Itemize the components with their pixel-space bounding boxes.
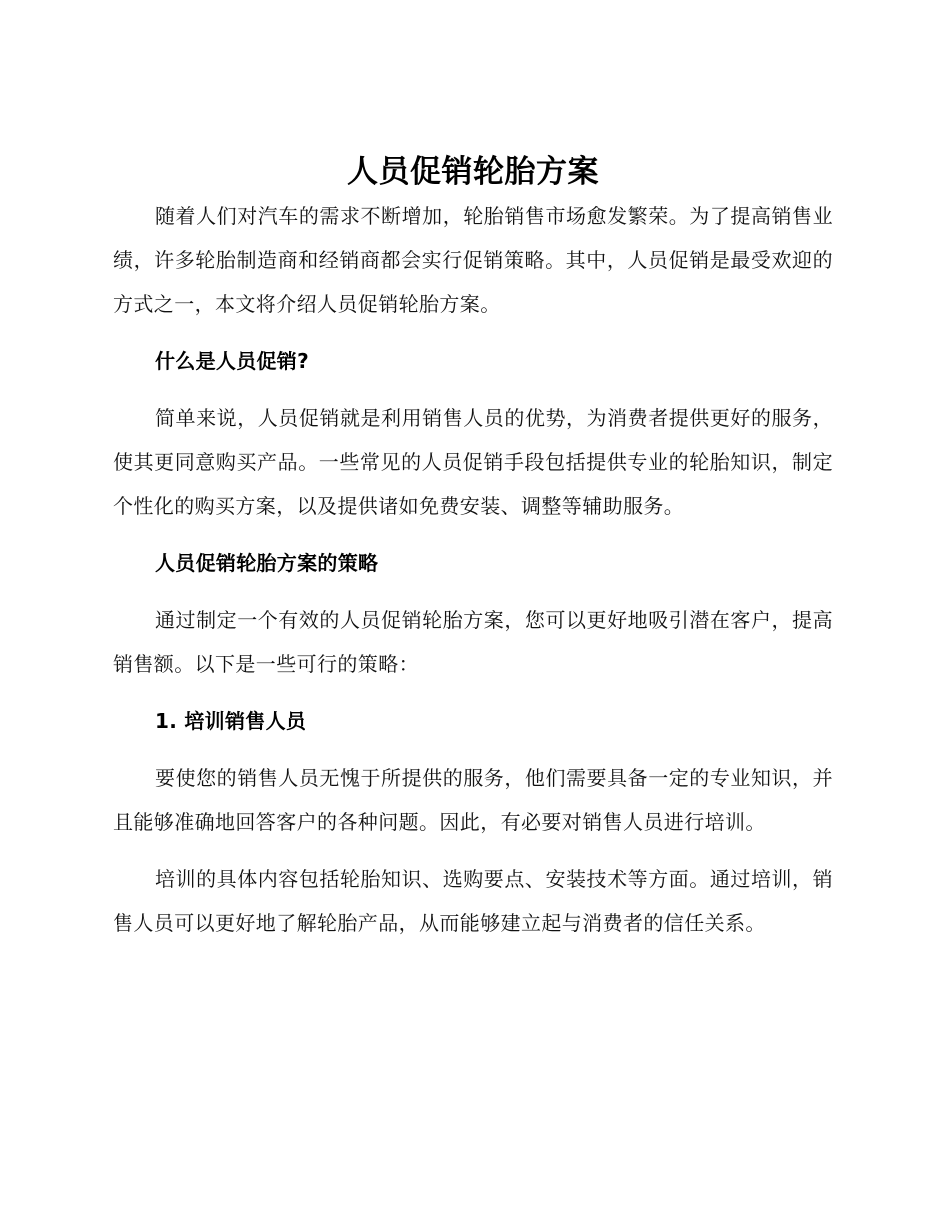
section-paragraph-definition: 简单来说，人员促销就是利用销售人员的优势，为消费者提供更好的服务，使其更同意购买产品。一些常见的人员促销手段包括提供专业的轮胎知识，制定个性化的购买方案，以及提供诸如免费安装、调整等辅助服务。: [113, 406, 833, 518]
document-body: [113, 150, 833, 945]
section-paragraph-training-content: 培训的具体内容包括轮胎知识、选购要点、安装技术等方面。通过培训，销售人员可以更好地了解轮胎产品，从而能够建立起与消费者的信任关系。: [113, 867, 833, 935]
section-heading-train-sales-staff: 1. 培训销售人员: [155, 709, 307, 733]
section-heading-strategies: 人员促销轮胎方案的策略: [155, 551, 379, 575]
section-paragraph-strategies: 通过制定一个有效的人员促销轮胎方案，您可以更好地吸引潜在客户，提高销售额。以下是一些可行的策略：: [113, 608, 833, 676]
document-title: 人员促销轮胎方案: [347, 154, 599, 190]
section-heading-what-is-personal-promotion: 什么是人员促销?: [155, 349, 310, 373]
section-paragraph-training-need: 要使您的销售人员无愧于所提供的服务，他们需要具备一定的专业知识，并且能够准确地回答客户的各种问题。因此，有必要对销售人员进行培训。: [113, 766, 833, 834]
intro-paragraph: 随着人们对汽车的需求不断增加，轮胎销售市场愈发繁荣。为了提高销售业绩，许多轮胎制造商和经销商都会实行促销策略。其中，人员促销是最受欢迎的方式之一，本文将介绍人员促销轮胎方案。: [113, 204, 833, 316]
